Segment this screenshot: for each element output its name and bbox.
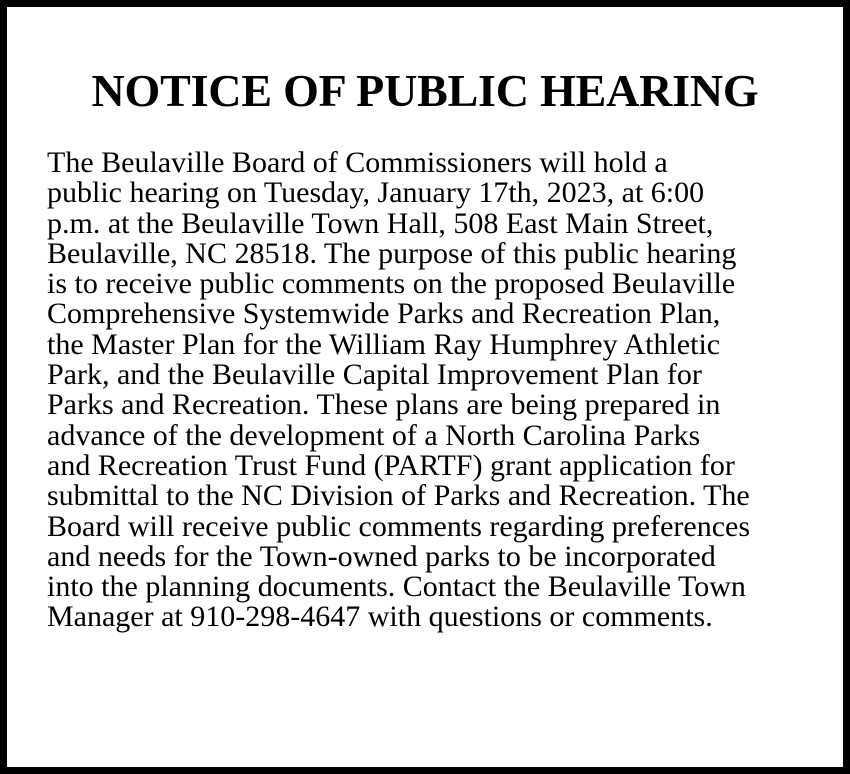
notice-line: Parks and Recreation. These plans are being prepared in: [47, 388, 721, 422]
notice-line: The Beulaville Board of Commissioners will hold a: [47, 146, 668, 179]
notice-line: Board will receive public comments regarding preferences: [47, 509, 751, 543]
notice-title: NOTICE OF PUBLIC HEARING: [91, 65, 759, 116]
notice-line: Beulaville, NC 28518. The purpose of this public hearing: [47, 236, 737, 270]
notice-line: into the planning documents. Contact the Beulaville Town: [47, 570, 746, 604]
notice-line: public hearing on Tuesday, January 17th, 2023, at 6:00: [47, 176, 705, 210]
notice-line: and needs for the Town-owned parks to be incorporated: [47, 539, 716, 573]
notice-line: and Recreation Trust Fund (PARTF) grant application for: [47, 448, 735, 482]
notice-line: submittal to the NC Division of Parks and Recreation. The: [47, 479, 750, 513]
notice-line: Manager at 910-298-4647 with questions or comments.: [47, 600, 713, 634]
notice-body: [47, 148, 827, 633]
notice-line: Comprehensive Systemwide Parks and Recreation Plan,: [47, 297, 721, 331]
notice-line: advance of the development of a North Carolina Parks: [47, 418, 701, 452]
notice-line: p.m. at the Beulaville Town Hall, 508 East Main Street,: [47, 206, 714, 240]
notice-line: the Master Plan for the William Ray Humphrey Athletic: [47, 327, 721, 361]
notice-line: Park, and the Beulaville Capital Improvement Plan for: [47, 358, 702, 392]
notice-line: is to receive public comments on the proposed Beulaville: [47, 267, 736, 301]
